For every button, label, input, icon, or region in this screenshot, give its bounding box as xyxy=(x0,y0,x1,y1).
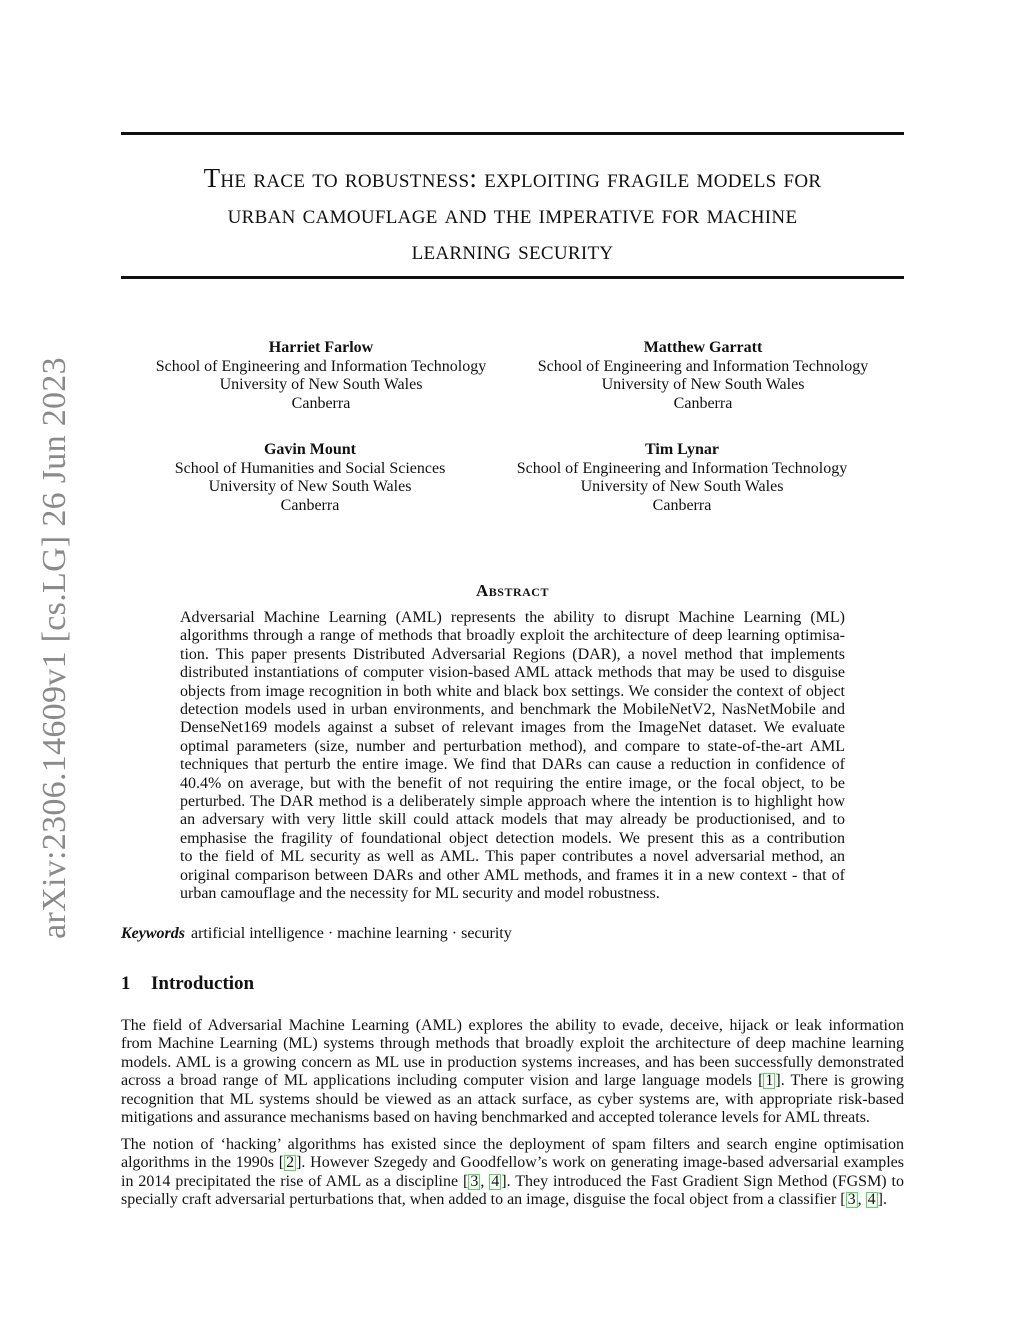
citation-link[interactable]: 4 xyxy=(491,1172,500,1190)
text-run: , xyxy=(857,1191,866,1209)
author-block xyxy=(482,441,882,515)
author-name: Tim Lynar xyxy=(645,441,719,458)
abstract-body xyxy=(180,609,845,904)
intro-paragraph-1 xyxy=(121,1017,904,1127)
author-block xyxy=(503,339,903,413)
citation-link[interactable]: 1 xyxy=(765,1072,774,1090)
text-run: , xyxy=(480,1172,490,1190)
abstract-line: perturbed. The DAR method is a deliberately simple approach where the intention is to highlight how xyxy=(180,793,845,811)
title-line: learning security xyxy=(411,235,614,265)
citation-link[interactable]: 4 xyxy=(867,1191,876,1209)
keywords-label: Keywords xyxy=(121,925,185,942)
citation-link[interactable]: 3 xyxy=(470,1172,479,1190)
abstract-line: original comparison between DARs and other AML methods, and frames it in a new context - that of xyxy=(180,866,845,884)
abstract-line: 40.4% on average, but with the benefit of not requiring the entire image, or the focal object, to be xyxy=(180,774,845,792)
author-name: Gavin Mount xyxy=(263,441,356,458)
paragraph-line: The field of Adversarial Machine Learning (AML) explores the ability to evade, deceive, hijack or leak information xyxy=(121,1017,904,1034)
text-run: ]. They introduced the Fast Gradient Sign Method (FGSM) to xyxy=(501,1172,905,1190)
text-run: across a broad range of ML applications including computer vision and large language models [ xyxy=(121,1072,764,1090)
author-name: Matthew Garratt xyxy=(643,339,763,356)
abstract-line: algorithms through a range of methods that broadly exploit the architecture of deep learning optimisa- xyxy=(180,627,845,645)
paragraph-line: The notion of ‘hacking’ algorithms has existed since the deployment of spam filters and search engine optimisation xyxy=(121,1136,904,1153)
abstract-line: techniques that perturb the entire image. We find that DARs can cause a reduction in confidence of xyxy=(180,756,845,774)
paragraph-line: models. AML is a growing concern as ML use in production systems increases, and has been successfully demonstrated xyxy=(121,1053,904,1071)
abstract-line: tion. This paper presents Distributed Adversarial Regions (DAR), a novel method that implements xyxy=(180,645,845,663)
text-run: algorithms in the 1990s [ xyxy=(121,1154,285,1172)
abstract-line: urban camouflage and the necessity for ML security and model robustness. xyxy=(180,885,660,903)
keywords xyxy=(121,924,512,944)
text-run: specially craft adversarial perturbations that, when added to an image, disguise the focal object from a classifier [ xyxy=(121,1191,846,1209)
abstract-line: emphasise the fragility of foundational object detection models. We present this as a contribution xyxy=(180,829,845,847)
author-university: University of New South Wales xyxy=(208,478,412,495)
abstract-line: objects from image recognition in both white and black box settings. We consider the context of object xyxy=(180,682,845,700)
paragraph-line xyxy=(121,1154,904,1172)
text-run: in 2014 precipitated the rise of AML as a discipline [ xyxy=(121,1172,469,1190)
abstract-line: DenseNet169 models against a subset of relevant images from the ImageNet dataset. We evaluate xyxy=(180,719,845,737)
paragraph-line xyxy=(121,1191,904,1209)
abstract-line: Adversarial Machine Learning (AML) represents the ability to disrupt Machine Learning (ML) xyxy=(180,609,845,626)
author-department: School of Engineering and Information Technology xyxy=(155,357,487,375)
author-city: Canberra xyxy=(291,394,351,412)
citation-link[interactable]: 2 xyxy=(286,1154,295,1172)
abstract-line: to the field of ML security as well as AML. This paper contributes a novel adversarial method, an xyxy=(180,848,845,866)
citation-link[interactable]: 3 xyxy=(847,1191,856,1209)
author-department: School of Humanities and Social Sciences xyxy=(174,459,446,477)
paragraph-line xyxy=(121,1072,904,1090)
author-name: Harriet Farlow xyxy=(268,339,374,356)
text-run: ]. However Szegedy and Goodfellow’s work on generating image-based adversarial examples xyxy=(296,1154,905,1172)
author-city: Canberra xyxy=(652,496,712,514)
author-university: University of New South Wales xyxy=(219,376,423,393)
title-line: The race to robustness: exploiting fragile models for xyxy=(203,163,822,193)
author-block xyxy=(110,441,510,515)
author-university: University of New South Wales xyxy=(601,376,805,393)
abstract-heading: Abstract xyxy=(476,581,549,600)
paragraph-line: from Machine Learning (ML) systems through methods that broadly exploit the architecture of deep machine learning xyxy=(121,1035,904,1053)
text-run: ]. There is growing xyxy=(775,1072,905,1090)
title-top-rule xyxy=(121,132,904,135)
abstract-line: detection models used in urban environments, and benchmark the MobileNetV2, NasNetMobile and xyxy=(180,701,845,719)
text-run: ]. xyxy=(877,1191,887,1209)
author-university: University of New South Wales xyxy=(580,478,784,495)
paper-title xyxy=(121,160,904,268)
paragraph-line xyxy=(121,1173,904,1191)
title-bottom-rule xyxy=(121,276,904,279)
section-heading xyxy=(121,972,254,996)
abstract-line: an adversary with very little skill could attack models that may already be productionised, and to xyxy=(180,811,845,829)
intro-paragraph-2 xyxy=(121,1136,904,1210)
paragraph-line: recognition that ML systems should be viewed as an attack surface, as cyber systems are, with appropriate risk-based xyxy=(121,1090,904,1108)
section-title: Introduction xyxy=(151,973,255,994)
author-city: Canberra xyxy=(280,496,340,514)
author-department: School of Engineering and Information Technology xyxy=(516,459,848,477)
paragraph-line: mitigations and assurance mechanisms based on having benchmarked and accepted tolerance levels for AML threats. xyxy=(121,1109,870,1127)
arxiv-identifier: arXiv:2306.14609v1 [cs.LG] 26 Jun 2023 xyxy=(36,357,73,939)
author-city: Canberra xyxy=(673,394,733,412)
keywords-text: artificial intelligence · machine learning · security xyxy=(191,925,512,942)
author-block xyxy=(121,339,521,413)
author-department: School of Engineering and Information Technology xyxy=(537,357,869,375)
section-number: 1 xyxy=(121,973,131,994)
title-line: urban camouflage and the imperative for machine xyxy=(227,199,798,229)
abstract-line: optimal parameters (size, number and perturbation method), and compare to state-of-the-art AML xyxy=(180,737,845,755)
abstract-line: distributed instantiations of computer vision-based AML attack methods that may be used to disguise xyxy=(180,664,845,682)
